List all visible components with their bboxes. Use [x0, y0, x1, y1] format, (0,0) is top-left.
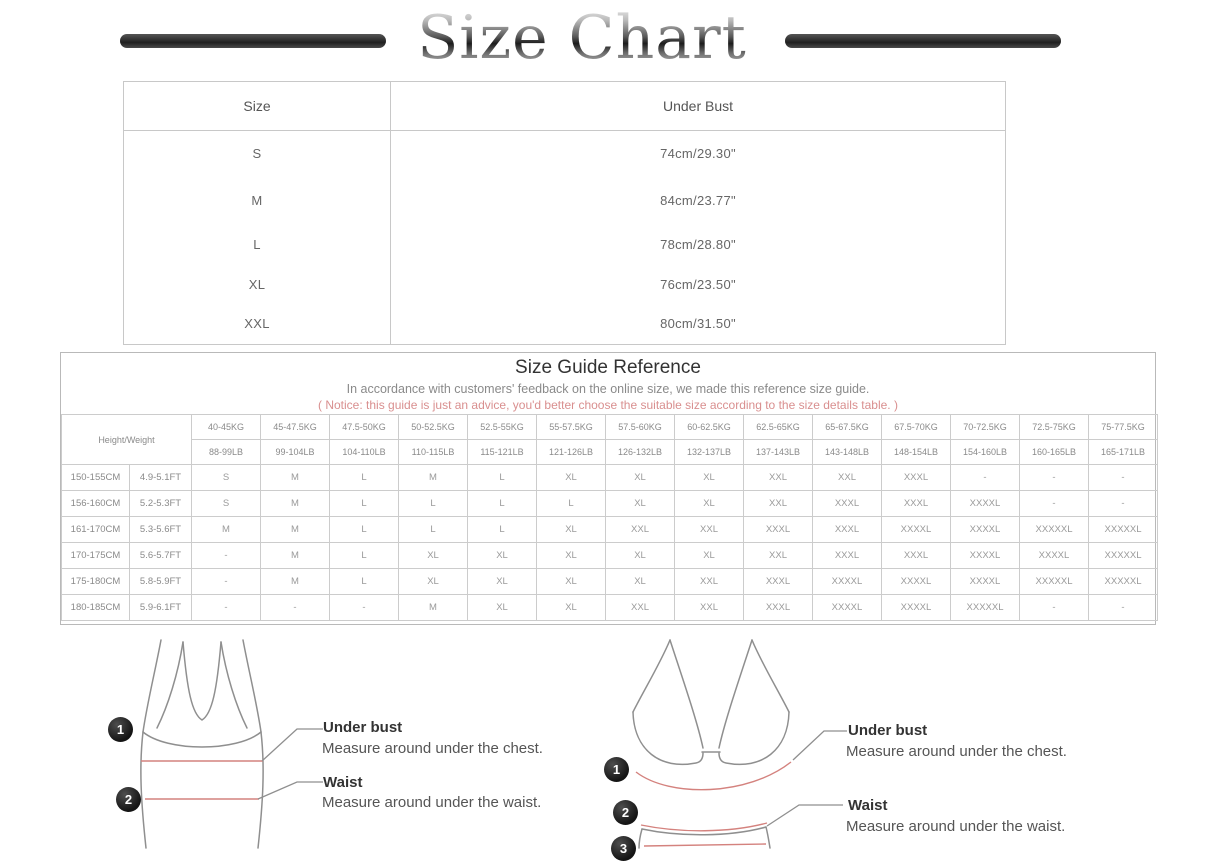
recommended-size-cell: XXXL — [813, 491, 882, 517]
size-table-row — [124, 177, 1006, 224]
recommended-size-cell: XXL — [813, 465, 882, 491]
recommended-size-cell: XXXL — [882, 491, 951, 517]
recommended-size-cell: L — [537, 491, 606, 517]
under-bust-value-cell: 74cm/29.30" — [660, 146, 736, 162]
recommended-size-cell: S — [192, 465, 261, 491]
recommended-size-cell: - — [1020, 465, 1089, 491]
size-guide-row — [62, 543, 1158, 569]
recommended-size-cell: XL — [675, 491, 744, 517]
height-ft-cell: 5.2-5.3FT — [130, 491, 192, 517]
weight-kg-header-cell: 40-45KG — [192, 415, 261, 440]
recommended-size-cell: XXXXL — [951, 491, 1020, 517]
height-cm-cell: 161-170CM — [62, 517, 130, 543]
bra-underbust-label: Under bust — [848, 722, 928, 739]
recommended-size-cell: XL — [606, 543, 675, 569]
recommended-size-cell: XXXXL — [882, 569, 951, 595]
height-cm-cell: 156-160CM — [62, 491, 130, 517]
weight-kg-header-cell: 50-52.5KG — [399, 415, 468, 440]
weight-lb-header-cell: 165-171LB — [1089, 440, 1158, 465]
weight-kg-header-cell: 55-57.5KG — [537, 415, 606, 440]
recommended-size-cell: XXXXL — [882, 517, 951, 543]
bra-underbust-desc: Measure around under the chest. — [846, 743, 1067, 760]
recommended-size-cell: M — [261, 543, 330, 569]
tank-underbust-label: Under bust — [323, 719, 403, 736]
size-guide-row — [62, 517, 1158, 543]
height-cm-cell: 175-180CM — [62, 569, 130, 595]
tank-callout-lines — [258, 729, 323, 799]
size-guide-row — [62, 569, 1158, 595]
weight-lb-header-cell: 115-121LB — [468, 440, 537, 465]
weight-lb-header-cell: 154-160LB — [951, 440, 1020, 465]
tank-badge-2: 2 — [116, 787, 141, 812]
recommended-size-cell: - — [192, 595, 261, 621]
recommended-size-cell: - — [1089, 595, 1158, 621]
recommended-size-cell: L — [468, 465, 537, 491]
size-guide-head — [61, 353, 1155, 414]
recommended-size-cell: XL — [606, 465, 675, 491]
recommended-size-cell: XXXL — [813, 543, 882, 569]
weight-lb-header-cell: 148-154LB — [882, 440, 951, 465]
bra-badge-1: 1 — [604, 757, 629, 782]
weight-kg-header-cell: 60-62.5KG — [675, 415, 744, 440]
size-table-body — [124, 131, 1006, 345]
weight-kg-header-cell: 72.5-75KG — [1020, 415, 1089, 440]
recommended-size-cell: - — [1089, 465, 1158, 491]
size-col-header: Size — [124, 82, 391, 131]
tank-waist-desc: Measure around under the waist. — [322, 794, 542, 811]
recommended-size-cell: XXXL — [744, 595, 813, 621]
weight-kg-header-cell: 57.5-60KG — [606, 415, 675, 440]
weight-kg-header-cell: 65-67.5KG — [813, 415, 882, 440]
under-bust-value-cell: 84cm/23.77" — [660, 192, 736, 208]
size-value-cell: M — [124, 177, 391, 224]
under-bust-col-header: Under Bust — [391, 82, 1006, 131]
recommended-size-cell: S — [192, 491, 261, 517]
size-value-cell: XXL — [124, 304, 391, 345]
size-guide-row — [62, 465, 1158, 491]
recommended-size-cell: XXXXL — [1020, 543, 1089, 569]
bra-diagram — [600, 632, 860, 848]
recommended-size-cell: - — [1089, 491, 1158, 517]
recommended-size-cell: M — [261, 465, 330, 491]
size-guide-notice: ( Notice: this guide is just an advice, you'd better choose the suitable size according to the size details table. ) — [318, 398, 898, 412]
weight-lb-header-cell: 121-126LB — [537, 440, 606, 465]
recommended-size-cell: - — [1020, 491, 1089, 517]
recommended-size-cell: XXXXL — [813, 569, 882, 595]
recommended-size-cell: XXXL — [882, 543, 951, 569]
height-ft-cell: 4.9-5.1FT — [130, 465, 192, 491]
recommended-size-cell: XXL — [675, 517, 744, 543]
height-weight-corner-cell: Height/Weight — [62, 415, 192, 465]
recommended-size-cell: XL — [537, 465, 606, 491]
recommended-size-cell: M — [261, 569, 330, 595]
size-table-section — [123, 81, 1006, 345]
recommended-size-cell: - — [192, 543, 261, 569]
bra-badge-2: 2 — [613, 800, 638, 825]
size-table-row — [124, 131, 1006, 177]
height-cm-cell: 180-185CM — [62, 595, 130, 621]
recommended-size-cell: XXL — [606, 517, 675, 543]
weight-kg-header-cell: 75-77.5KG — [1089, 415, 1158, 440]
weight-lb-header-cell: 99-104LB — [261, 440, 330, 465]
recommended-size-cell: XXXL — [744, 517, 813, 543]
recommended-size-cell: L — [330, 569, 399, 595]
page-title-text: Size Chart — [417, 3, 747, 73]
size-table-row — [124, 304, 1006, 345]
recommended-size-cell: XXL — [675, 595, 744, 621]
recommended-size-cell: M — [399, 595, 468, 621]
weight-kg-header-cell: 70-72.5KG — [951, 415, 1020, 440]
under-bust-value-cell: 78cm/28.80" — [660, 237, 736, 252]
size-value-cell: S — [124, 131, 391, 177]
guide-header-lb-row — [62, 440, 1158, 465]
recommended-size-cell: - — [1020, 595, 1089, 621]
recommended-size-cell: XXL — [744, 543, 813, 569]
recommended-size-cell: XXXL — [813, 517, 882, 543]
recommended-size-cell: XL — [675, 543, 744, 569]
recommended-size-cell: XL — [537, 595, 606, 621]
weight-lb-header-cell: 104-110LB — [330, 440, 399, 465]
recommended-size-cell: M — [399, 465, 468, 491]
recommended-size-cell: XXXXL — [951, 569, 1020, 595]
size-table-header-row — [124, 82, 1006, 131]
size-guide-row — [62, 491, 1158, 517]
recommended-size-cell: M — [261, 491, 330, 517]
recommended-size-cell: XL — [468, 543, 537, 569]
recommended-size-cell: XL — [468, 569, 537, 595]
size-value-cell: XL — [124, 266, 391, 304]
size-value-cell: L — [124, 224, 391, 266]
size-guide-table — [61, 414, 1158, 621]
recommended-size-cell: XXXXL — [813, 595, 882, 621]
recommended-size-cell: XXXXL — [951, 517, 1020, 543]
recommended-size-cell: XL — [606, 491, 675, 517]
recommended-size-cell: XL — [399, 569, 468, 595]
height-ft-cell: 5.8-5.9FT — [130, 569, 192, 595]
page-title — [393, 0, 771, 76]
size-table — [123, 81, 1006, 345]
weight-kg-header-cell: 47.5-50KG — [330, 415, 399, 440]
tank-badge-1: 1 — [108, 717, 133, 742]
recommended-size-cell: XXXXL — [951, 543, 1020, 569]
weight-kg-header-cell: 62.5-65KG — [744, 415, 813, 440]
weight-lb-header-cell: 137-143LB — [744, 440, 813, 465]
size-table-row — [124, 266, 1006, 304]
weight-lb-header-cell: 143-148LB — [813, 440, 882, 465]
recommended-size-cell: M — [261, 517, 330, 543]
size-guide-row — [62, 595, 1158, 621]
size-guide-table-body — [62, 465, 1158, 621]
under-bust-value-cell: 80cm/31.50" — [660, 316, 736, 332]
recommended-size-cell: XL — [468, 595, 537, 621]
recommended-size-cell: L — [468, 517, 537, 543]
size-guide-title: Size Guide Reference — [515, 357, 701, 378]
recommended-size-cell: - — [951, 465, 1020, 491]
weight-lb-header-cell: 160-165LB — [1020, 440, 1089, 465]
recommended-size-cell: L — [330, 517, 399, 543]
recommended-size-cell: - — [261, 595, 330, 621]
recommended-size-cell: XXXXXL — [1089, 543, 1158, 569]
height-ft-cell: 5.3-5.6FT — [130, 517, 192, 543]
recommended-size-cell: XXXXL — [882, 595, 951, 621]
weight-lb-header-cell: 88-99LB — [192, 440, 261, 465]
weight-lb-header-cell: 126-132LB — [606, 440, 675, 465]
weight-lb-header-cell: 110-115LB — [399, 440, 468, 465]
recommended-size-cell: L — [330, 465, 399, 491]
recommended-size-cell: XXL — [744, 491, 813, 517]
size-guide-section — [60, 352, 1156, 625]
weight-kg-header-cell: 52.5-55KG — [468, 415, 537, 440]
recommended-size-cell: XXL — [606, 595, 675, 621]
title-left-bar — [120, 34, 386, 48]
tank-underbust-desc: Measure around under the chest. — [322, 740, 543, 757]
recommended-size-cell: XXL — [675, 569, 744, 595]
recommended-size-cell: XXXL — [744, 569, 813, 595]
size-guide-subtitle: In accordance with customers' feedback on the online size, we made this reference size guide. — [346, 382, 870, 396]
recommended-size-cell: L — [330, 491, 399, 517]
recommended-size-cell: XL — [537, 569, 606, 595]
tank-measure-lines — [141, 761, 263, 799]
recommended-size-cell: XL — [399, 543, 468, 569]
recommended-size-cell: L — [468, 491, 537, 517]
tank-top-diagram — [95, 632, 345, 848]
bra-badge-3: 3 — [611, 836, 636, 861]
recommended-size-cell: XL — [675, 465, 744, 491]
weight-kg-header-cell: 67.5-70KG — [882, 415, 951, 440]
recommended-size-cell: XXXXXL — [1089, 569, 1158, 595]
bra-waist-desc: Measure around under the waist. — [846, 818, 1066, 835]
recommended-size-cell: XXXL — [882, 465, 951, 491]
recommended-size-cell: XL — [537, 543, 606, 569]
size-table-row — [124, 224, 1006, 266]
guide-header-kg-row — [62, 415, 1158, 440]
size-table-header — [124, 82, 1006, 131]
bra-waist-label: Waist — [848, 797, 888, 814]
under-bust-value-cell: 76cm/23.50" — [660, 277, 736, 292]
height-cm-cell: 170-175CM — [62, 543, 130, 569]
height-cm-cell: 150-155CM — [62, 465, 130, 491]
recommended-size-cell: - — [330, 595, 399, 621]
recommended-size-cell: L — [399, 491, 468, 517]
height-ft-cell: 5.6-5.7FT — [130, 543, 192, 569]
title-right-bar — [785, 34, 1061, 48]
height-ft-cell: 5.9-6.1FT — [130, 595, 192, 621]
recommended-size-cell: XXXXXL — [1020, 517, 1089, 543]
recommended-size-cell: XL — [537, 517, 606, 543]
weight-kg-header-cell: 45-47.5KG — [261, 415, 330, 440]
recommended-size-cell: L — [399, 517, 468, 543]
recommended-size-cell: XXL — [744, 465, 813, 491]
tank-waist-label: Waist — [323, 774, 363, 791]
weight-lb-header-cell: 132-137LB — [675, 440, 744, 465]
recommended-size-cell: XXXXXL — [1089, 517, 1158, 543]
recommended-size-cell: XL — [606, 569, 675, 595]
recommended-size-cell: - — [192, 569, 261, 595]
recommended-size-cell: M — [192, 517, 261, 543]
recommended-size-cell: L — [330, 543, 399, 569]
recommended-size-cell: XXXXXL — [1020, 569, 1089, 595]
recommended-size-cell: XXXXXL — [951, 595, 1020, 621]
size-guide-table-header — [62, 415, 1158, 465]
